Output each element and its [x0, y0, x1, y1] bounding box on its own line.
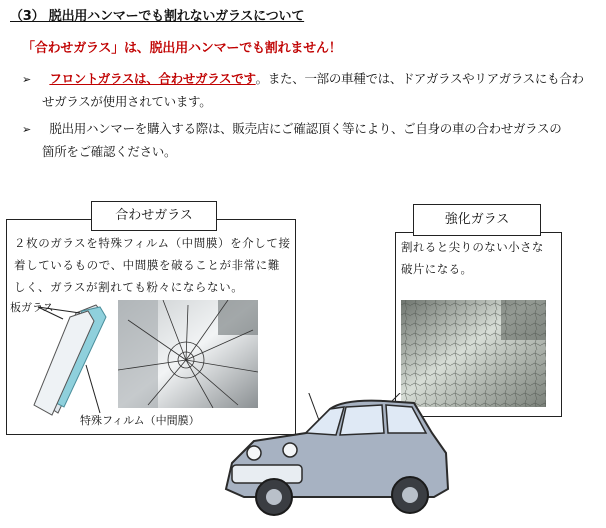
laminated-desc-line: 着しているもので、中間膜を破ることが非常に難	[14, 258, 280, 272]
section-heading: （3） 脱出用ハンマーでも割れないガラスについて	[10, 9, 305, 24]
plate-glass-label: 板ガラス	[10, 301, 54, 314]
tempered-glass-description	[401, 236, 561, 280]
front-glass-highlight: フロントガラスは、合わせガラスです	[49, 71, 256, 86]
arrow-bullet-icon: ➢	[22, 123, 31, 136]
car-illustration	[214, 393, 454, 525]
bullet-2-text-line2: 箇所をご確認ください。	[42, 144, 177, 159]
laminated-glass-photo	[118, 300, 258, 408]
tempered-desc-line: 割れると尖りのない小さな	[401, 240, 544, 254]
laminated-glass-title: 合わせガラス	[91, 201, 217, 231]
tempered-glass-photo	[401, 300, 546, 407]
tempered-glass-title: 強化ガラス	[413, 204, 541, 236]
laminated-desc-line: ２枚のガラスを特殊フィルム（中間膜）を介して接	[14, 236, 291, 250]
notice-heading: 「合わせガラス」は、脱出用ハンマーでも割れません！	[22, 41, 342, 56]
laminated-desc-line: しく、ガラスが割れても粉々にならない。	[14, 280, 244, 294]
bullet-item-purchase	[22, 118, 602, 163]
special-film-label: 特殊フィルム（中間膜）	[80, 414, 200, 427]
bullet-item-front-glass	[22, 68, 602, 113]
bullet-1-text-line2: せガラスが使用されています。	[42, 94, 212, 109]
arrow-bullet-icon: ➢	[22, 73, 31, 86]
bullet-1-text: 。また、一部の車種では、ドアガラスやリアガラスにも合わ	[255, 71, 584, 86]
bullet-2-text: 脱出用ハンマーを購入する際は、販売店にご確認頂く等により、ご自身の車の合わせガラスの	[49, 121, 562, 136]
laminated-glass-description	[14, 232, 294, 298]
tempered-desc-line: 破片になる。	[401, 262, 473, 276]
